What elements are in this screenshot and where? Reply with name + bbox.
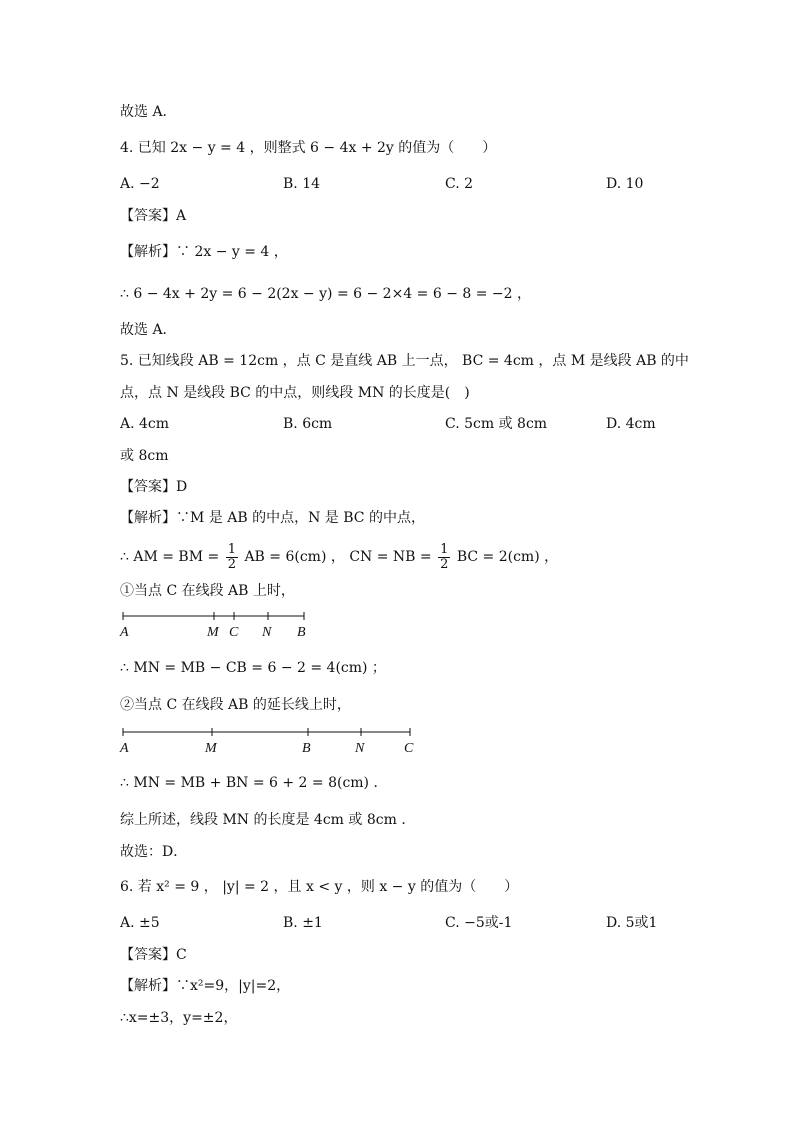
q6-explanation-1: 【解析】∵x²=9，|y|=2， (120, 978, 291, 994)
q5-option-a: A. 4cm (120, 416, 170, 432)
fraction-half-2 (438, 543, 450, 572)
q5-explanation-2 (120, 537, 558, 577)
q5-answer: 【答案】D (120, 479, 188, 495)
fraction-half-1 (226, 543, 238, 572)
q5-explanation-1: 【解析】∵M 是 AB 的中点，N 是 BC 的中点， (120, 510, 425, 526)
q4-choose: 故选 A． (120, 322, 177, 338)
q5-exp2-pre: ∴ AM = BM = (120, 549, 220, 565)
q5-exp2-mid: AB = 6(cm) ， CN = NB = (244, 549, 432, 565)
case-2-heading: ②当点 C 在线段 AB 的延长线上时， (120, 697, 351, 713)
fraction-denominator: 2 (227, 556, 236, 572)
q4-option-c: C. 2 (445, 176, 474, 192)
fraction-numerator: 1 (440, 541, 449, 557)
q5-option-d: D. 4cm (606, 416, 656, 432)
label-a: A (120, 625, 129, 640)
label-c: C (404, 741, 414, 756)
q6-option-b: B. ±1 (283, 915, 323, 931)
question-4: 4. 已知 2x − y = 4 ，则整式 6 − 4x + 2y 的值为（ ） (120, 140, 497, 156)
label-m: M (205, 741, 217, 756)
q5-option-c: C. 5cm 或 8cm (445, 416, 548, 432)
q5-summary: 综上所述，线段 MN 的长度是 4cm 或 8cm ． (120, 812, 416, 828)
label-b: B (297, 625, 306, 640)
q4-explanation-1: 【解析】∵ 2x − y = 4 ， (120, 244, 288, 260)
question-5-line-1: 5. 已知线段 AB = 12cm ，点 C 是直线 AB 上一点， BC = 4cm ，点 M 是线段 AB 的中 (120, 353, 689, 369)
q5-choose: 故选：D． (120, 844, 188, 860)
q6-explanation-2: ∴x=±3，y=±2， (120, 1010, 238, 1026)
q6-answer: 【答案】C (120, 947, 187, 963)
question-5-line-2: 点，点 N 是线段 BC 的中点，则线段 MN 的长度是( ) (120, 385, 470, 401)
q4-explanation-2: ∴ 6 − 4x + 2y = 6 − 2(2x − y) = 6 − 2×4 = 6 − 8 = −2 ， (120, 286, 531, 302)
case-1-result: ∴ MN = MB − CB = 6 − 2 = 4(cm) ； (120, 660, 386, 676)
fraction-denominator: 2 (440, 556, 449, 572)
q6-option-d: D. 5或1 (606, 915, 658, 931)
q4-option-a: A. −2 (120, 176, 160, 192)
label-b: B (302, 741, 311, 756)
label-m: M (207, 625, 219, 640)
case-2-result: ∴ MN = MB + BN = 6 + 2 = 8(cm) ． (120, 775, 388, 791)
segment-diagram-2 (115, 724, 420, 758)
label-c: C (229, 625, 239, 640)
label-n: N (355, 741, 365, 756)
q4-option-b: B. 14 (283, 176, 321, 192)
q6-option-c: C. −5或-1 (445, 915, 513, 931)
label-n: N (262, 625, 272, 640)
q5-exp2-post: BC = 2(cm) ， (456, 549, 559, 565)
q5-option-d-wrap: 或 8cm (120, 448, 169, 464)
question-6: 6. 若 x² = 9 ， |y| = 2 ，且 x < y ，则 x − y 的值为（ ） (120, 879, 519, 895)
case-1-heading: ①当点 C 在线段 AB 上时， (120, 583, 295, 599)
line-prev-choose: 故选 A． (120, 104, 177, 120)
q6-option-a: A. ±5 (120, 915, 160, 931)
fraction-numerator: 1 (227, 541, 236, 557)
q4-answer: 【答案】A (120, 208, 187, 224)
label-a: A (120, 741, 129, 756)
segment-diagram-1 (115, 608, 315, 642)
q4-option-d: D. 10 (606, 176, 644, 192)
q5-option-b: B. 6cm (283, 416, 333, 432)
